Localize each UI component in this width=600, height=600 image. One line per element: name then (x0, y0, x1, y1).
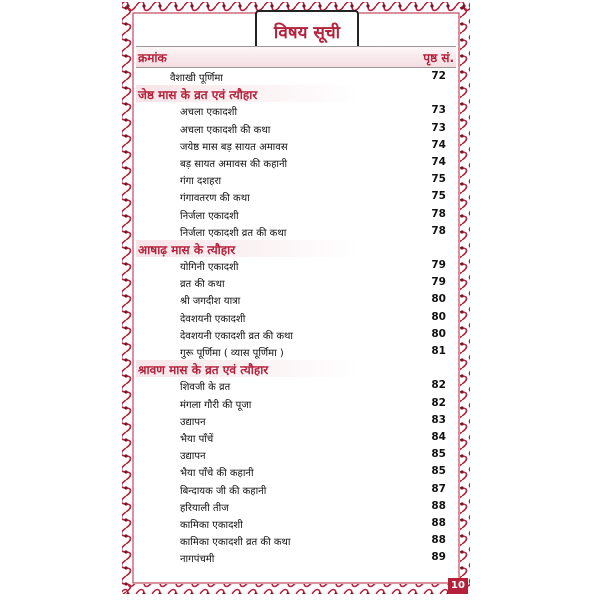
toc-entry (120, 154, 472, 171)
toc-entry-page: 73 (431, 104, 446, 117)
toc-entry-title: उद्यापन (180, 451, 206, 463)
toc-entry-title: व्रत की कथा (180, 279, 225, 291)
toc-entry-title: मंगला गौरी की पूजा (180, 399, 252, 411)
toc-entry-page: 80 (431, 293, 446, 306)
toc-entry (120, 377, 472, 394)
toc-entry-page: 80 (431, 327, 446, 340)
toc-entry-title: भैया पाँचें (180, 433, 214, 445)
toc-title-box (255, 10, 359, 50)
toc-entry (120, 102, 472, 119)
toc-entry-page: 85 (431, 448, 446, 461)
page-number: 10 (448, 578, 468, 594)
toc-entry-page: 82 (431, 396, 446, 409)
toc-section-heading (136, 360, 456, 377)
toc-entry-page: 82 (431, 379, 446, 392)
toc-entry-page: 88 (431, 499, 446, 512)
toc-entry-title: गंगावतरण की कथा (180, 193, 250, 205)
toc-entry-title: जयेष्ठ मास बड़ सायत अमावस (180, 141, 288, 153)
toc-entry (120, 257, 472, 274)
section-heading-text: जेष्ठ मास के व्रत एवं त्यौहार (138, 88, 258, 103)
toc-entry (120, 171, 472, 188)
toc-entry-title: देवशयनी एकादशी (180, 313, 246, 325)
toc-entry-title: देवशयनी एकादशी व्रत की कथा (180, 330, 294, 342)
toc-entry-page: 81 (431, 345, 446, 357)
toc-entry (120, 68, 472, 85)
toc-entry-title: बड़ सायत अमावस की कहानी (180, 158, 288, 170)
toc-entry (120, 291, 472, 308)
toc-entry-title: कामिका एकादशी व्रत की कथा (180, 537, 291, 549)
toc-entry-page: 80 (431, 310, 446, 323)
toc-entry (120, 274, 472, 291)
toc-entry-page: 74 (431, 155, 446, 168)
toc-entry-title: निर्जला एकादशी व्रत की कथा (180, 227, 287, 239)
toc-entry-page: 75 (431, 173, 446, 186)
toc-entry-title: हरियाली तीज (180, 502, 229, 514)
toc-entry-page: 78 (431, 207, 446, 220)
toc-entry-title: निर्जला एकादशी (180, 210, 239, 222)
toc-entry-title: उद्यापन (180, 416, 206, 428)
toc-entry (120, 429, 472, 446)
toc-list (120, 68, 472, 566)
toc-entry (120, 326, 472, 343)
toc-entry-title: अचला एकादशी की कथा (180, 124, 271, 136)
toc-entry (120, 137, 472, 154)
toc-entry-title: गंगा दशहरा (180, 176, 222, 188)
toc-entry-title: बिन्दायक जी की कहानी (180, 485, 267, 497)
toc-section-heading (136, 240, 456, 257)
toc-entry (120, 206, 472, 223)
toc-entry (120, 481, 472, 498)
toc-entry-title: योगिनी एकादशी (180, 262, 239, 274)
toc-entry-page: 79 (431, 259, 446, 272)
toc-entry-page: 83 (431, 413, 446, 426)
toc-entry-title: नागपंचमी (180, 554, 215, 566)
toc-entry-title: गुरू पूर्णिमा ( व्यास पूर्णिमा ) (180, 348, 284, 359)
column-header-bar (136, 46, 456, 68)
toc-title: विषय सूची (273, 22, 341, 43)
toc-entry-page: 79 (431, 276, 446, 289)
column-header-serial: क्रमांक (138, 51, 167, 65)
toc-entry (120, 412, 472, 429)
section-heading-text: आषाढ़ मास के त्यौहार (138, 242, 236, 257)
toc-entry-title: अचला एकादशी (180, 107, 238, 119)
toc-entry (120, 309, 472, 326)
toc-entry-page: 73 (431, 121, 446, 134)
toc-entry-page: 72 (431, 70, 446, 82)
book-page (120, 0, 472, 598)
toc-entry-page: 87 (431, 482, 446, 495)
toc-entry (120, 188, 472, 205)
toc-entry (120, 120, 472, 137)
toc-entry-page: 84 (431, 430, 446, 443)
toc-entry (120, 343, 472, 360)
toc-entry-title: श्री जगदीश यात्रा (180, 296, 241, 308)
toc-entry (120, 463, 472, 480)
toc-entry-page: 74 (431, 138, 446, 151)
toc-entry (120, 549, 472, 566)
toc-entry (120, 532, 472, 549)
toc-entry-page: 85 (431, 465, 446, 478)
toc-entry-page: 89 (431, 551, 446, 564)
column-header-page: पृष्ठ सं. (423, 51, 454, 65)
toc-entry-title: शिवजी के व्रत (180, 382, 231, 394)
toc-entry (120, 395, 472, 412)
toc-entry (120, 515, 472, 532)
toc-entry-title: वैशाखी पूर्णिमा (170, 73, 223, 84)
toc-entry (120, 498, 472, 515)
toc-entry-title: कामिका एकादशी (180, 519, 243, 531)
toc-entry-title: भैया पाँचे की कहानी (180, 468, 254, 480)
section-heading-text: श्रावण मास के व्रत एवं त्यौहार (138, 363, 269, 378)
toc-entry-page: 78 (431, 224, 446, 237)
toc-section-heading (136, 85, 456, 102)
toc-entry (120, 446, 472, 463)
toc-entry-page: 75 (431, 190, 446, 203)
toc-entry (120, 223, 472, 240)
toc-entry-page: 88 (431, 516, 446, 529)
toc-entry-page: 88 (431, 534, 446, 547)
